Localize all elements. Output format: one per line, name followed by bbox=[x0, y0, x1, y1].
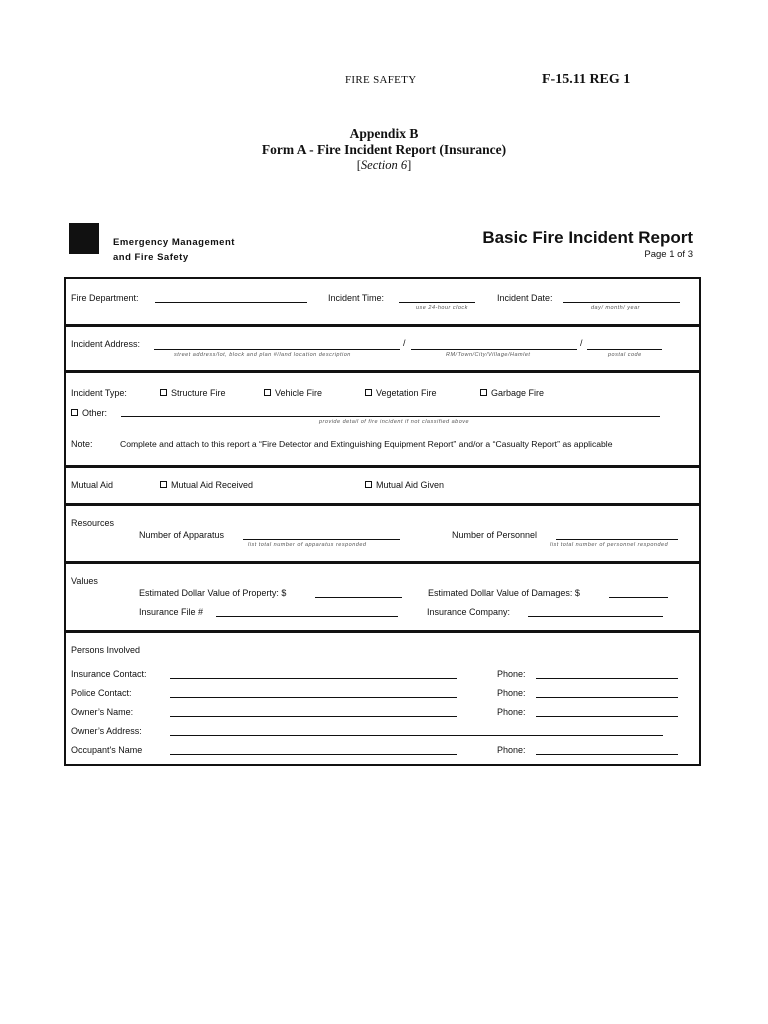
logo-block bbox=[69, 223, 99, 254]
phone-label: Phone: bbox=[497, 688, 526, 698]
org-name-line1: Emergency Management bbox=[113, 237, 235, 248]
personnel-label: Number of Personnel bbox=[452, 530, 538, 540]
header-regulation-code: F-15.11 REG 1 bbox=[542, 72, 631, 87]
incident-type-label: Incident Type: bbox=[71, 388, 127, 398]
resources-label: Resources bbox=[71, 518, 115, 528]
incident-time-label: Incident Time: bbox=[328, 293, 385, 303]
option-label: Mutual Aid Given bbox=[376, 480, 445, 490]
insurance-contact-label: Insurance Contact: bbox=[71, 669, 147, 679]
checkbox-icon[interactable] bbox=[160, 481, 167, 488]
police-contact-field[interactable] bbox=[170, 697, 457, 698]
address-separator: / bbox=[580, 338, 583, 348]
insurance-file-field[interactable] bbox=[216, 616, 398, 617]
checkbox-icon[interactable] bbox=[365, 481, 372, 488]
damages-value-field[interactable] bbox=[609, 597, 668, 598]
incident-date-label: Incident Date: bbox=[497, 293, 553, 303]
municipality-caption: RM/Town/City/Village/Hamlet bbox=[446, 352, 531, 358]
phone-label: Phone: bbox=[497, 707, 526, 717]
damages-value-label: Estimated Dollar Value of Damages: $ bbox=[428, 588, 580, 598]
checkbox-icon[interactable] bbox=[160, 389, 167, 396]
page-indicator: Page 1 of 3 bbox=[644, 249, 693, 260]
checkbox-icon[interactable] bbox=[365, 389, 372, 396]
checkbox-icon[interactable] bbox=[71, 409, 78, 416]
fire-department-field[interactable] bbox=[155, 302, 307, 303]
phone-label: Phone: bbox=[497, 669, 526, 679]
report-title: Basic Fire Incident Report bbox=[482, 228, 693, 247]
occupants-name-label: Occupant's Name bbox=[71, 745, 143, 755]
postal-code-caption: postal code bbox=[608, 352, 642, 358]
section-bracket-close: ] bbox=[407, 158, 412, 172]
option-label: Garbage Fire bbox=[491, 388, 545, 398]
section-reference bbox=[0, 158, 768, 173]
personnel-count-field[interactable] bbox=[556, 539, 678, 540]
fire-department-label: Fire Department: bbox=[71, 293, 139, 303]
owners-name-label: Owner’s Name: bbox=[71, 707, 134, 717]
section-divider bbox=[66, 630, 699, 633]
option-label: Structure Fire bbox=[171, 388, 226, 398]
insurance-company-label: Insurance Company: bbox=[427, 607, 511, 617]
persons-involved-label: Persons Involved bbox=[71, 645, 141, 655]
values-label: Values bbox=[71, 576, 98, 586]
incident-date-caption: day/ month/ year bbox=[591, 305, 640, 311]
apparatus-count-field[interactable] bbox=[243, 539, 400, 540]
street-address-field[interactable] bbox=[154, 349, 400, 350]
occupants-phone-field[interactable] bbox=[536, 754, 678, 755]
section-divider bbox=[66, 503, 699, 506]
appendix-title: Appendix B bbox=[349, 126, 419, 141]
section-label: Section 6 bbox=[360, 158, 408, 172]
checkbox-icon[interactable] bbox=[264, 389, 271, 396]
mutual-aid-label: Mutual Aid bbox=[71, 480, 114, 490]
address-separator: / bbox=[403, 338, 406, 348]
checkbox-icon[interactable] bbox=[480, 389, 487, 396]
option-label: Other: bbox=[82, 408, 108, 418]
owners-phone-field[interactable] bbox=[536, 716, 678, 717]
incident-form bbox=[64, 277, 701, 766]
note-label: Note: bbox=[71, 439, 93, 449]
insurance-file-label: Insurance File # bbox=[139, 607, 204, 617]
option-label: Vehicle Fire bbox=[275, 388, 323, 398]
insurance-contact-phone-field[interactable] bbox=[536, 678, 678, 679]
personnel-caption: list total number of personnel responded bbox=[550, 542, 669, 548]
option-other[interactable] bbox=[71, 408, 107, 418]
apparatus-label: Number of Apparatus bbox=[139, 530, 225, 540]
street-address-caption: street address/lot, block and plan #/land location description bbox=[174, 352, 351, 358]
owners-name-field[interactable] bbox=[170, 716, 457, 717]
property-value-label: Estimated Dollar Value of Property: $ bbox=[139, 588, 287, 598]
owners-address-field[interactable] bbox=[170, 735, 663, 736]
insurance-company-field[interactable] bbox=[528, 616, 663, 617]
municipality-field[interactable] bbox=[411, 349, 577, 350]
phone-label: Phone: bbox=[497, 745, 526, 755]
option-vehicle-fire[interactable] bbox=[264, 388, 322, 398]
other-detail-caption: provide detail of fire incident if not classified above bbox=[319, 419, 470, 425]
insurance-contact-field[interactable] bbox=[170, 678, 457, 679]
incident-time-field[interactable] bbox=[399, 302, 475, 303]
org-name-line2: and Fire Safety bbox=[113, 252, 189, 263]
option-structure-fire[interactable] bbox=[160, 388, 226, 398]
option-label: Vegetation Fire bbox=[376, 388, 437, 398]
option-label: Mutual Aid Received bbox=[171, 480, 254, 490]
apparatus-caption: list total number of apparatus responded bbox=[248, 542, 367, 548]
option-mutual-aid-received[interactable] bbox=[160, 480, 253, 490]
section-divider bbox=[66, 561, 699, 564]
section-bracket-open: [ bbox=[356, 158, 361, 172]
form-title: Form A - Fire Incident Report (Insurance) bbox=[261, 142, 507, 157]
incident-time-caption: use 24-hour clock bbox=[416, 305, 468, 311]
property-value-field[interactable] bbox=[315, 597, 402, 598]
occupants-name-field[interactable] bbox=[170, 754, 457, 755]
note-text: Complete and attach to this report a “Fire Detector and Extinguishing Equipment Report” and/or a “Casualty Report” as applicable bbox=[120, 439, 613, 449]
police-contact-label: Police Contact: bbox=[71, 688, 132, 698]
incident-date-field[interactable] bbox=[563, 302, 680, 303]
owners-address-label: Owner’s Address: bbox=[71, 726, 142, 736]
header-fire-safety: FIRE SAFETY bbox=[345, 74, 417, 86]
option-garbage-fire[interactable] bbox=[480, 388, 544, 398]
section-divider bbox=[66, 324, 699, 327]
other-detail-field[interactable] bbox=[121, 416, 660, 417]
option-mutual-aid-given[interactable] bbox=[365, 480, 444, 490]
section-divider bbox=[66, 465, 699, 468]
option-vegetation-fire[interactable] bbox=[365, 388, 437, 398]
police-contact-phone-field[interactable] bbox=[536, 697, 678, 698]
section-divider bbox=[66, 370, 699, 373]
postal-code-field[interactable] bbox=[587, 349, 662, 350]
incident-address-label: Incident Address: bbox=[71, 339, 141, 349]
